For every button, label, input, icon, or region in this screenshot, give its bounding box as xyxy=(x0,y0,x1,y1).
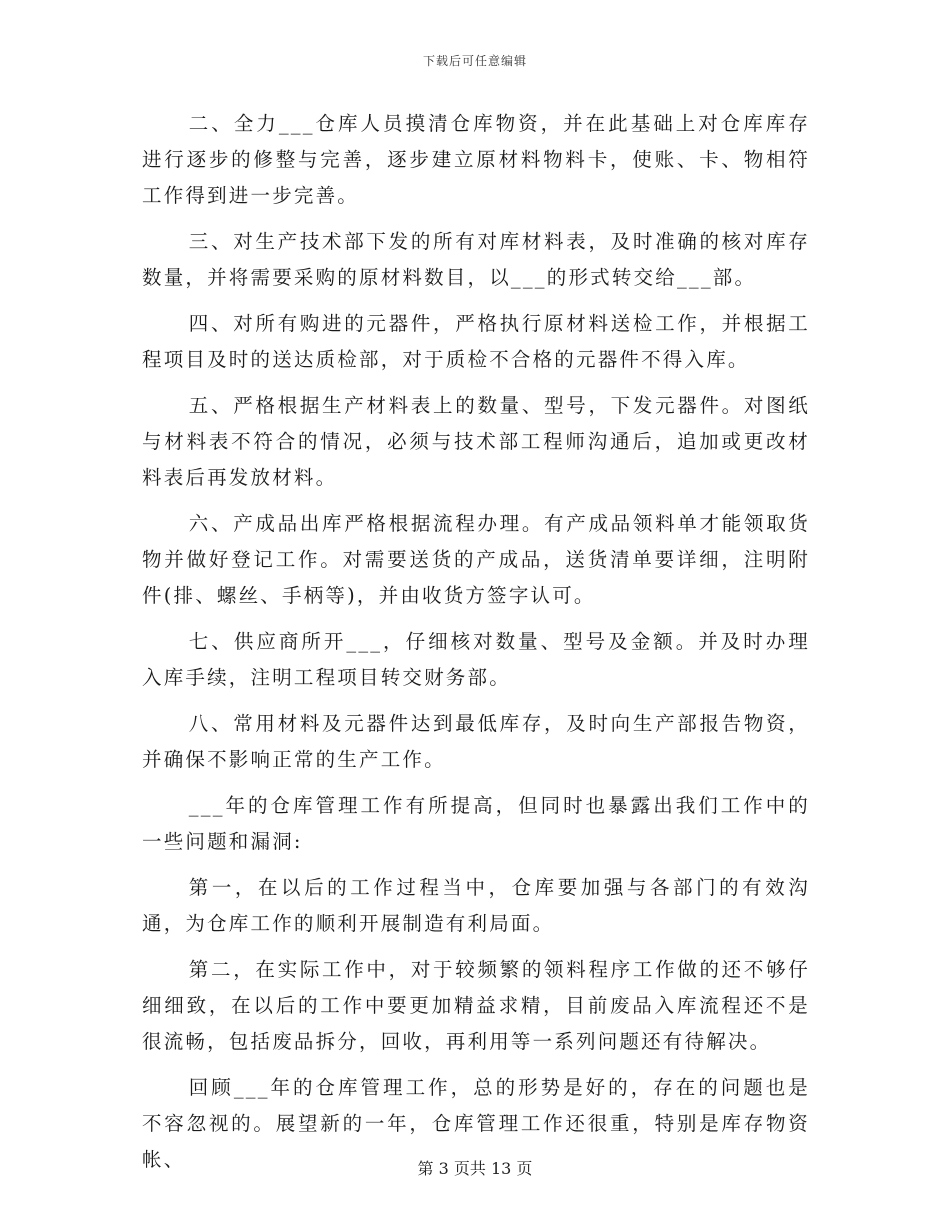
paragraph-second-issue: 第二，在实际工作中，对于较频繁的领料程序工作做的还不够仔细细致，在以后的工作中要更加精益求精，目前废品入库流程还不是很流畅，包括废品拆分，回收，再利用等一系列问题还有待解决。 xyxy=(142,958,810,1053)
paragraph-6: 六、产成品出库严格根据流程办理。有产成品领料单才能领取货物并做好登记工作。对需要送货的产成品，送货清单要详细，注明附件(排、螺丝、手柄等)，并由收货方签字认可。 xyxy=(142,512,810,607)
paragraph-review: 回顾___年的仓库管理工作，总的形势是好的，存在的问题也是不容忽视的。展望新的一年，仓库管理工作还很重，特别是库存物资帐、 xyxy=(142,1076,810,1171)
paragraph-2: 二、全力___仓库人员摸清仓库物资，并在此基础上对仓库库存进行逐步的修整与完善，逐步建立原材料物料卡，使账、卡、物相符工作得到进一步完善。 xyxy=(142,112,810,207)
paragraph-7: 七、供应商所开___，仔细核对数量、型号及金额。并及时办理入库手续，注明工程项目转交财务部。 xyxy=(142,630,810,689)
paragraph-8: 八、常用材料及元器件达到最低库存，及时向生产部报告物资，并确保不影响正常的生产工作。 xyxy=(142,712,810,771)
page-header: 下载后可任意编辑 xyxy=(422,54,527,68)
paragraph-3: 三、对生产技术部下发的所有对库材料表，及时准确的核对库存数量，并将需要采购的原材料数目，以___的形式转交给___部。 xyxy=(142,230,810,289)
paragraph-first-issue: 第一，在以后的工作过程当中，仓库要加强与各部门的有效沟通，为仓库工作的顺利开展制造有利局面。 xyxy=(142,876,810,935)
paragraph-5: 五、严格根据生产材料表上的数量、型号，下发元器件。对图纸与材料表不符合的情况，必须与技术部工程师沟通后，追加或更改材料表后再发放材料。 xyxy=(142,394,810,489)
paragraph-summary: ___年的仓库管理工作有所提高，但同时也暴露出我们工作中的一些问题和漏洞: xyxy=(142,794,810,853)
paragraph-4: 四、对所有购进的元器件，严格执行原材料送检工作，并根据工程项目及时的送达质检部，对于质检不合格的元器件不得入库。 xyxy=(142,312,810,371)
document-body xyxy=(142,106,810,1188)
page-number: 第 3 页共 13 页 xyxy=(417,1159,533,1178)
